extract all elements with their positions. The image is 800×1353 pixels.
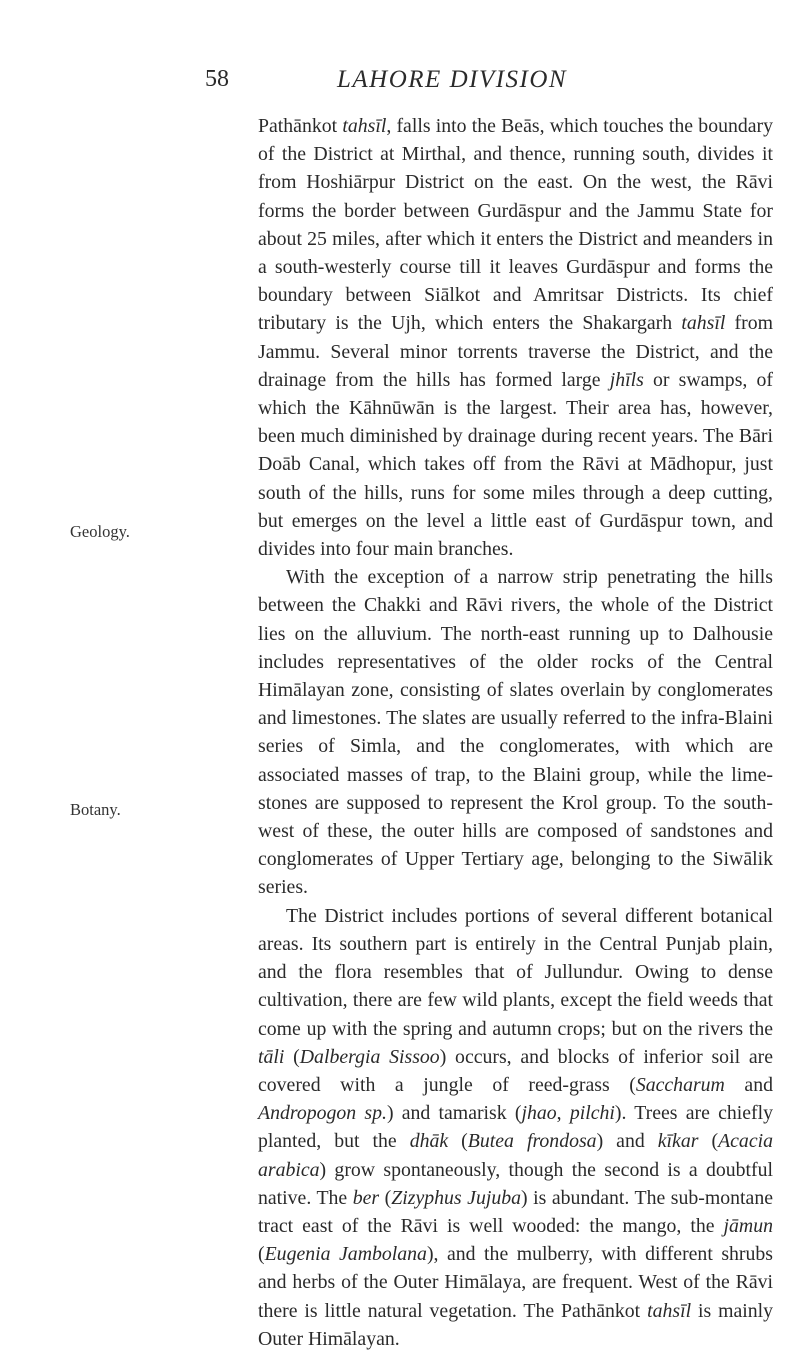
italic-term: Butea frondosa: [467, 1130, 597, 1153]
italic-term: jhao: [521, 1102, 557, 1125]
italic-term: tahsīl: [647, 1299, 692, 1322]
italic-term: tahsīl: [681, 312, 726, 335]
paragraph-geology: With the exception of a narrow strip penetrating the hills between the Chakki and Rāvi rivers, the whole of the District lies on the alluvium. The north-east running up to Dalhousie includes representatives of the older rocks of the Central Himālayan zone, consisting of slates overlain by conglomerates and limestones. The slates are usually referred to the infra-Blaini series of Simla, and the conglomerates, with which are associated masses of trap, to the Blaini group, while the lime-stones are supposed to represent the Krol group. To the south-west of these, the outer hills are composed of sandstones and conglomerates of Upper Tertiary age, belonging to the Siwālik series.: [258, 566, 773, 899]
italic-term: dhāk: [409, 1130, 449, 1153]
italic-term: jāmun: [723, 1214, 773, 1237]
italic-term: pilchi: [569, 1102, 615, 1125]
paragraph-botany: The District includes portions of several different botanical areas. Its southern part is entirely in the Central Punjab plain, and the flora resembles that of Jullundur. Owing to dense cultivation, there are few wild plants, except the field weeds that come up with the spring and autumn crops; but on the rivers the tāli (Dalbergia Sissoo) occurs, and blocks of inferior soil are covered with a jungle of reed-grass (Saccharum and Andropogon sp.) and tamarisk (jhao, pilchi). Trees are chiefly planted, but the dhāk (Butea frondosa) and kīkar (Acacia arabica) grow spontaneously, though the second is a doubtful native. The ber (Zizyphus Jujuba) is abundant. The sub-montane tract east of the Rāvi is well wooded: the mango, the jāmun (Eugenia Jambolana), and the mulberry, with different shrubs and herbs of the Outer Himālaya, are frequent. West of the Rāvi there is little natural vegetation. The Pathānkot tahsīl is mainly Outer Himālayan.: [258, 904, 774, 1350]
italic-term: Eugenia Jambolana: [264, 1243, 427, 1266]
paragraph-rivers: Pathānkot tahsīl, falls into the Beās, which touches the boundary of the District at Mirthal, and thence, running south, divides it from Hoshiārpur District on the east. On the west, the Rāvi forms the border between Gurdāspur and the Jammu State for about 25 miles, after which it enters the District and meanders in a south-westerly course till it leaves Gurdāspur and forms the boundary between Siālkot and Amritsar Districts. Its chief tributary is the Ujh, which enters the Shakargarh tahsīl from Jammu. Several minor torrents traverse the District, and the drainage from the hills has formed large jhīls or swamps, of which the Kāhnūwān is the largest. Their area has, however, been much diminished by drainage during recent years. The Bāri Doāb Canal, which takes off from the Rāvi at Mādhopur, just south of the hills, runs for some miles through a deep cutting, but emerges on the level a little east of Gurdāspur town, and divides into four main branches.: [258, 115, 774, 561]
page-header: [205, 66, 625, 106]
italic-term: jhīls: [609, 368, 644, 391]
italic-term: Dalbergia Sissoo: [299, 1045, 440, 1068]
italic-term: tāli: [258, 1045, 285, 1068]
margin-note-botany: Botany.: [70, 800, 121, 819]
italic-term: Saccharum: [635, 1073, 725, 1096]
italic-term: tahsīl: [342, 115, 387, 137]
italic-term: ber: [352, 1186, 380, 1209]
italic-term: Andropogon sp.: [258, 1102, 387, 1125]
italic-term: Zizyphus Jujuba: [391, 1186, 522, 1209]
body-text: [258, 112, 773, 1353]
italic-term: kīkar: [657, 1130, 699, 1153]
page-number: 58: [205, 66, 229, 92]
italic-term: Acacia arabica: [258, 1130, 773, 1181]
running-title: LAHORE DIVISION: [337, 66, 568, 93]
margin-note-geology: Geology.: [70, 522, 130, 541]
